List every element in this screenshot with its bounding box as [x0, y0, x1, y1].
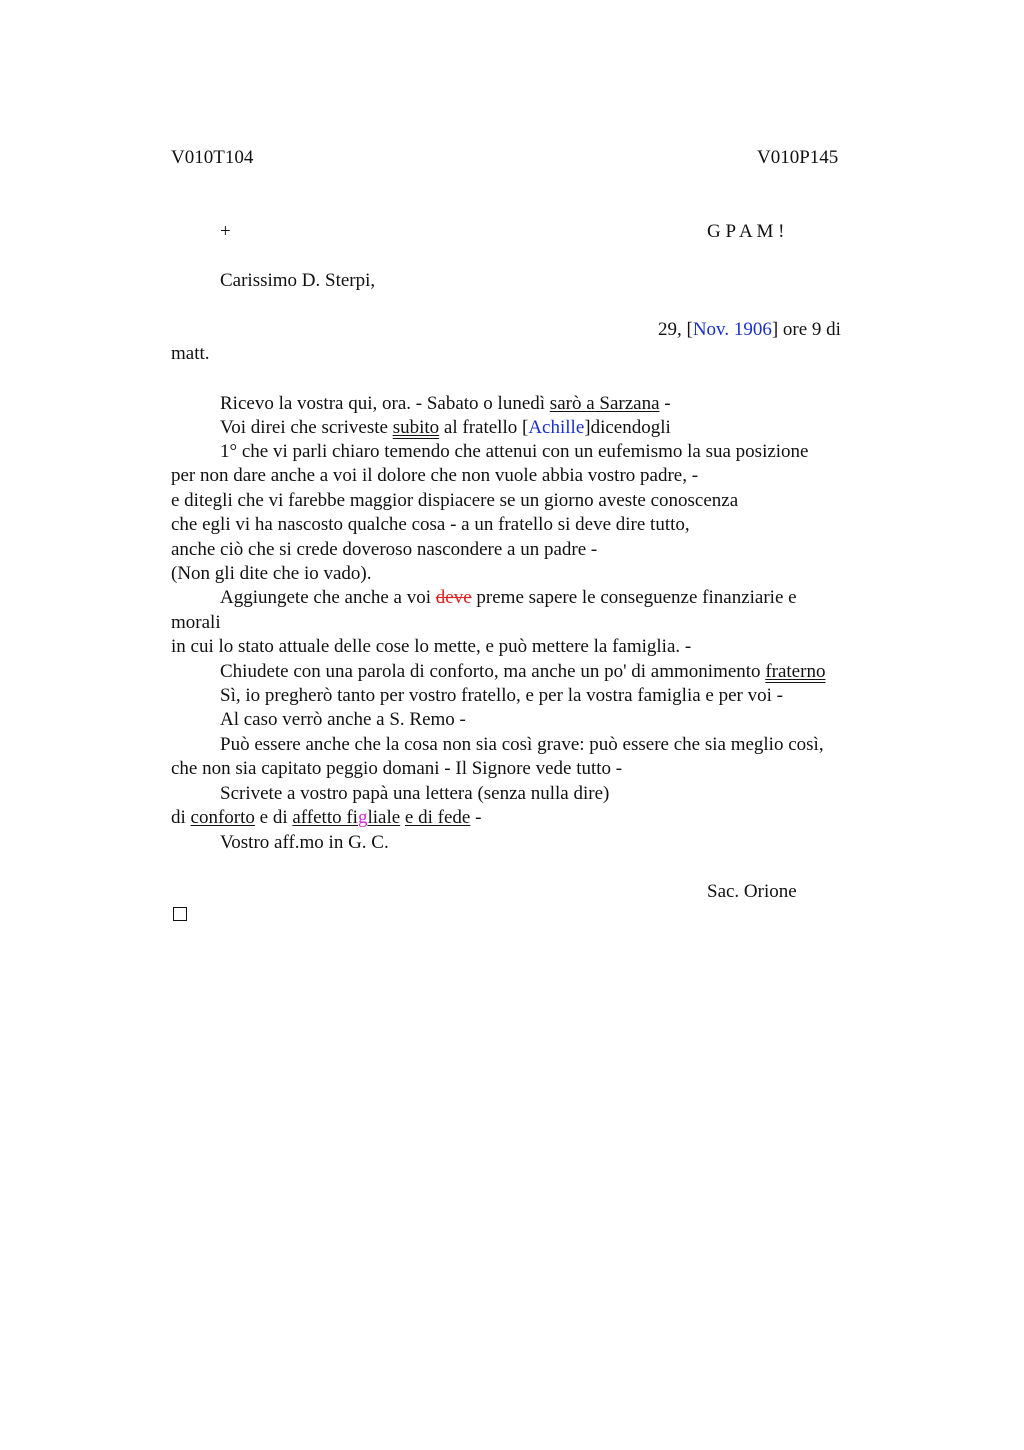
body-line-16: Scrivete a vostro papà una lettera (senza nulla dire) — [220, 783, 610, 804]
body-line-5: e ditegli che vi farebbe maggior dispiacere se un giorno aveste conoscenza — [171, 490, 739, 511]
body-line-2 — [220, 417, 671, 439]
body-line-9-end: preme sapere le conseguenze finanziarie e — [471, 587, 797, 608]
editorial-name-achille: Achille — [528, 417, 585, 438]
end-square-icon — [173, 907, 187, 921]
underlined-e-di-fede: e di fede — [404, 807, 471, 828]
body-line-3: 1° che vi parli chiaro temendo che attenui con un eufemismo la sua posizione — [220, 441, 809, 462]
body-line-1-end: - — [659, 393, 671, 414]
date-line — [658, 319, 841, 341]
body-line-11 — [220, 661, 825, 683]
cross-mark: + — [220, 221, 231, 242]
affetto-part-2: liale — [367, 807, 401, 828]
date-wrap: matt. — [171, 343, 210, 364]
signature: Sac. Orione — [707, 881, 797, 902]
header-right-code: V010P145 — [757, 147, 839, 168]
underlined-sarzana: sarò a Sarzana — [549, 393, 660, 414]
date-year: 1906 — [733, 319, 772, 340]
body-line-17-text: di — [171, 807, 191, 828]
date-rest: ] ore 9 di — [771, 319, 841, 340]
greeting: Carissimo D. Sterpi, — [220, 270, 376, 291]
body-line-8: (Non gli dite che io vado). — [171, 563, 372, 584]
body-line-17 — [171, 807, 481, 829]
body-line-1-text: Ricevo la vostra qui, ora. - Sabato o lunedì — [220, 393, 550, 414]
body-line-10: in cui lo stato attuale delle cose lo mette, e può mettere la famiglia. - — [171, 636, 692, 657]
body-line-2-mid: al fratello [ — [439, 417, 529, 438]
underlined-fraterno: fraterno — [765, 661, 826, 682]
body-line-9-text: Aggiungete che anche a voi — [220, 587, 436, 608]
body-line-1 — [220, 393, 671, 415]
underlined-conforto: conforto — [190, 807, 255, 828]
body-line-9 — [220, 587, 797, 609]
body-line-6: che egli vi ha nascosto qualche cosa - a un fratello si deve dire tutto, — [171, 514, 690, 535]
underlined-subito: subito — [392, 417, 440, 438]
body-line-17-mid: e di — [254, 807, 293, 828]
underlined-affetto-figliale — [292, 807, 400, 828]
body-line-13: Al caso verrò anche a S. Remo - — [220, 709, 466, 730]
date-day: 29, [ — [658, 319, 693, 340]
body-line-17-end: - — [470, 807, 482, 828]
body-line-9-wrap: morali — [171, 612, 221, 633]
motto: G P A M ! — [707, 221, 785, 242]
body-line-4: per non dare anche a voi il dolore che non vuole abbia vostro padre, - — [171, 465, 699, 486]
header-left-code: V010T104 — [171, 147, 254, 168]
body-line-7: anche ciò che si crede doveroso nascondere a un padre - — [171, 539, 598, 560]
body-line-14: Può essere anche che la cosa non sia così grave: può essere che sia meglio così, — [220, 734, 824, 755]
body-line-11-text: Chiudete con una parola di conforto, ma anche un po' di ammonimento — [220, 661, 766, 682]
body-line-15: che non sia capitato peggio domani - Il Signore vede tutto - — [171, 758, 623, 779]
body-line-2-text: Voi direi che scriveste — [220, 417, 393, 438]
inserted-letter-g: g — [357, 807, 368, 828]
affetto-part-1: affetto fi — [292, 807, 358, 828]
closing: Vostro aff.mo in G. C. — [220, 832, 389, 853]
date-month: Nov. — [692, 319, 730, 340]
body-line-2-end: ]dicendogli — [584, 417, 671, 438]
body-line-12: Sì, io pregherò tanto per vostro fratello, e per la vostra famiglia e per voi - — [220, 685, 783, 706]
deleted-word-deve: deve — [435, 587, 472, 608]
